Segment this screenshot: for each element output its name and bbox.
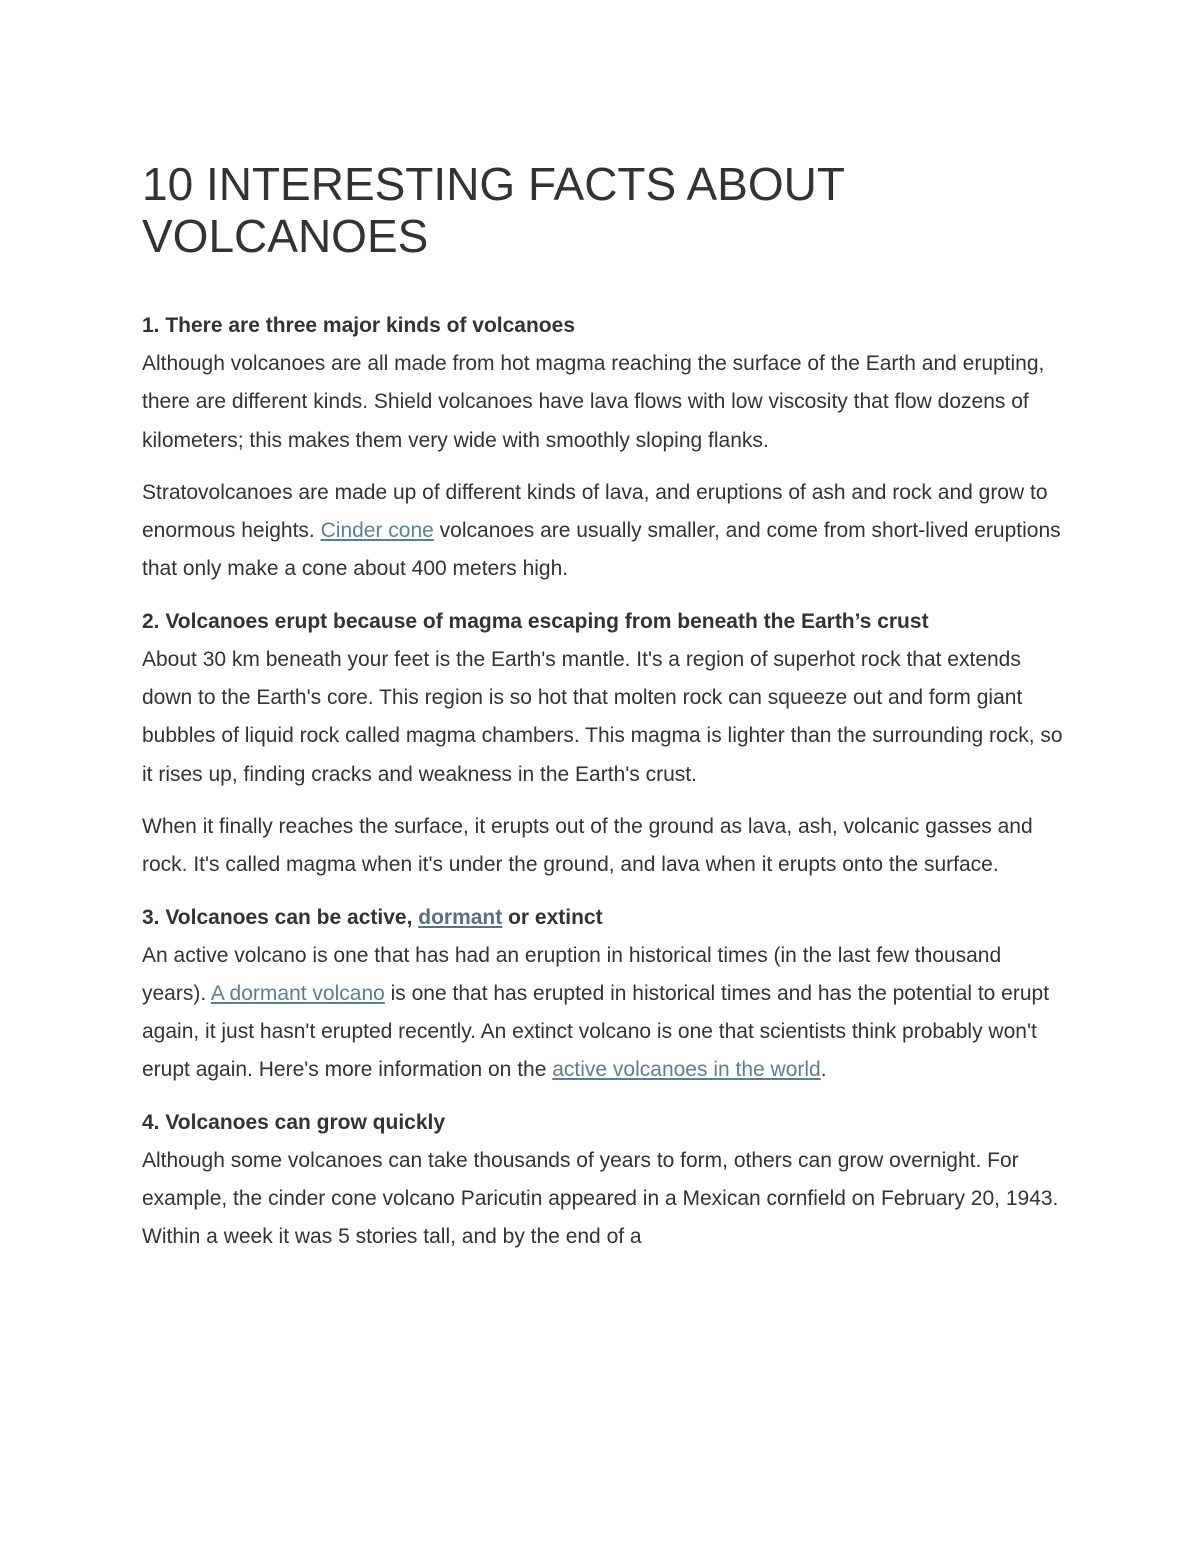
fact-4-heading: 4. Volcanoes can grow quickly <box>142 1110 446 1134</box>
fact-1-heading: 1. There are three major kinds of volcanoes <box>142 314 575 337</box>
fact-1 <box>142 307 1067 589</box>
fact-3-paragraph-text-b: is one that has erupted in historical times and has the potential to erupt again, it just hasn't erupted recently. An extinct volcano is one that scientists think probably won't erupt again. Here's more information on the <box>142 981 1050 1082</box>
fact-3-paragraph-text-c: . <box>820 1058 827 1082</box>
fact-3-heading-text-a: 3. Volcanoes can be active, <box>142 905 419 929</box>
fact-3-paragraph-1 <box>142 937 1067 1090</box>
fact-2-heading: 2. Volcanoes erupt because of magma escaping from beneath the Earth’s crust <box>142 609 929 633</box>
fact-4 <box>142 1104 1067 1257</box>
fact-1-paragraph-2 <box>142 474 1067 589</box>
active-volcanoes-link[interactable]: active volcanoes in the world <box>552 1058 821 1082</box>
dormant-link[interactable]: dormant <box>418 905 503 929</box>
fact-2-paragraph-2: When it finally reaches the surface, it erupts out of the ground as lava, ash, volcanic gasses and rock. It's called magma when it's under the ground, and lava when it erupts onto the surface. <box>142 814 1033 877</box>
fact-1-paragraph-2-text-b: volcanoes are usually smaller, and come from short-lived eruptions that only make a cone about 400 meters high. <box>142 519 1061 581</box>
document-page <box>142 158 1067 1271</box>
fact-4-paragraph-1: Although some volcanoes can take thousands of years to form, others can grow overnight. For example, the cinder cone volcano Paricutin appeared in a Mexican cornfield on February 20, 1943. Within a week it was 5 stories tall, and by the end of a <box>142 1148 1059 1249</box>
fact-1-paragraph-1: Although volcanoes are all made from hot magma reaching the surface of the Earth and erupting, there are different kinds. Shield volcanoes have lava flows with low viscosity that flow dozens of kilometers; this makes them very wide with smoothly sloping flanks. <box>142 352 1045 452</box>
fact-3 <box>142 899 1067 1090</box>
cinder-cone-link[interactable]: Cinder cone <box>320 519 434 543</box>
dormant-volcano-link[interactable]: A dormant volcano <box>210 981 385 1005</box>
fact-3-paragraph-text-a: An active volcano is one that has had an eruption in historical times (in the last few thousand years). <box>142 943 1002 1005</box>
fact-2-paragraph-1: About 30 km beneath your feet is the Earth's mantle. It's a region of superhot rock that extends down to the Earth's core. This region is so hot that molten rock can squeeze out and form giant bubbles of liquid rock called magma chambers. This magma is lighter than the surrounding rock, so it rises up, finding cracks and weakness in the Earth's crust. <box>142 647 1063 786</box>
fact-3-heading <box>142 899 1067 937</box>
fact-1-paragraph-2-text-a: Stratovolcanoes are made up of different kinds of lava, and eruptions of ash and rock and grow to enormous heights. <box>142 480 1048 543</box>
fact-2 <box>142 603 1067 885</box>
document-title: 10 INTERESTING FACTS ABOUT VOLCANOES <box>142 158 845 262</box>
fact-3-heading-text-b: or extinct <box>502 905 603 929</box>
